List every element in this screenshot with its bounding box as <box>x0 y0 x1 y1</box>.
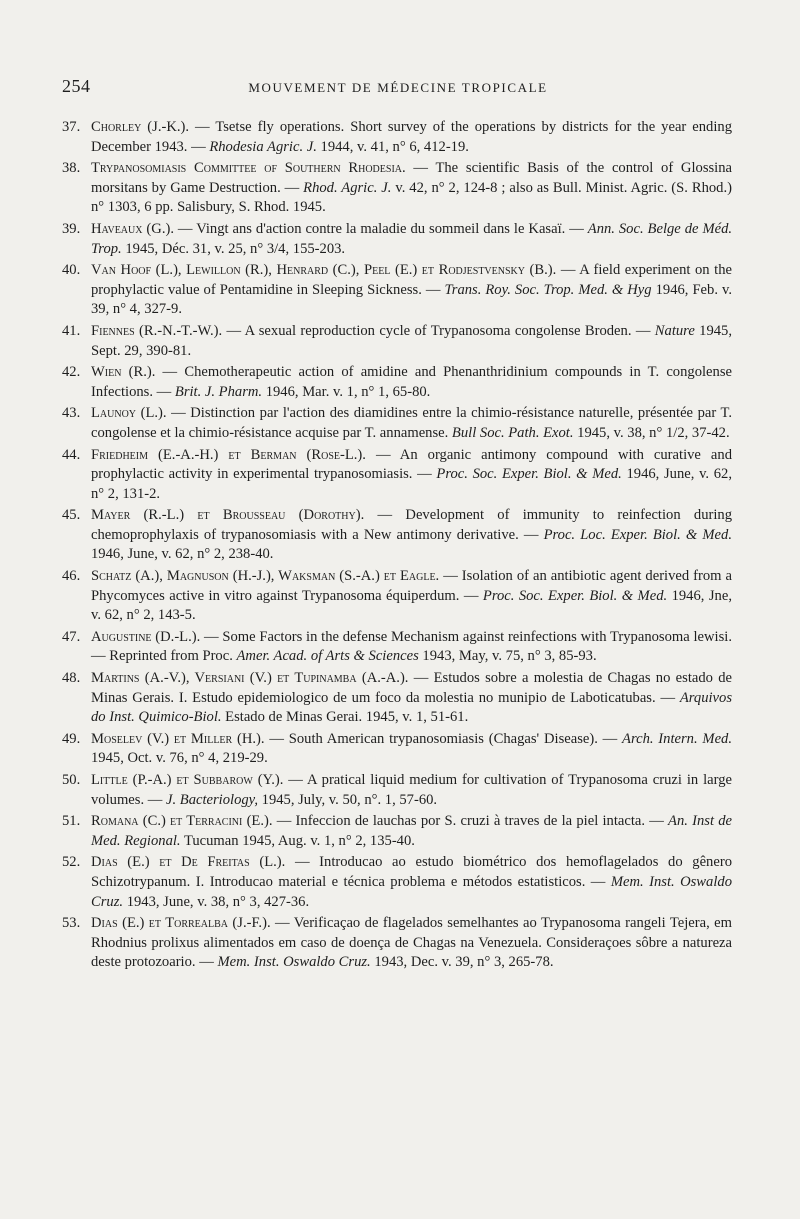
reference-citation: 1946, Mar. v. 1, n° 1, 65-80. <box>262 383 431 400</box>
reference-title: — Isolation of an antibiotic agent derived from a Phycomyces active in vitro against Trypanosoma équiperdum. — <box>91 568 732 604</box>
reference-item <box>62 771 732 810</box>
reference-authors: Friedheim (E.-A.-H.) et Berman (Rose-L.). <box>91 446 366 463</box>
reference-title: — Distinction par l'action des diamidines entre la chimio-résistance naturelle, présentée par T. congolense et la chimio-résistance acquise par T. annamense. <box>91 405 732 441</box>
reference-journal: Arch. Intern. Med. <box>622 730 732 747</box>
reference-citation: 1946, June, v. 62, n° 2, 131-2. <box>91 466 732 502</box>
reference-title: — Development of immunity to reinfection during chemoprophylaxis of trypanosomiasis with a New antimony derivative. — <box>91 507 733 543</box>
reference-item <box>62 730 732 769</box>
reference-citation: 1946, Jne, v. 62, n° 2, 143-5. <box>91 587 732 624</box>
reference-item <box>62 159 732 218</box>
reference-item <box>62 118 732 157</box>
reference-number: 53. <box>62 915 81 932</box>
reference-authors: Romana (C.) et Terracini (E.). <box>91 813 273 830</box>
reference-title: — A pratical liquid medium for cultivation of Trypanosoma cruzi in large volumes. — <box>91 772 732 808</box>
reference-number: 50. <box>62 772 81 788</box>
reference-citation: Estado de Minas Gerai. 1945, v. 1, 51-61. <box>221 709 469 726</box>
reference-number: 52. <box>62 854 81 871</box>
reference-authors: Dias (E.) et De Freitas (L.). <box>91 854 286 871</box>
reference-journal: Mem. Inst. Oswaldo Cruz. <box>91 873 732 910</box>
reference-authors: Augustine (D.-L.). <box>91 628 201 645</box>
reference-number: 51. <box>62 813 81 830</box>
reference-item <box>62 506 732 565</box>
reference-journal: An. Inst de Med. Regional. <box>91 813 733 849</box>
reference-citation: Tucuman 1945, Aug. v. 1, n° 2, 135-40. <box>180 832 415 849</box>
reference-number: 37. <box>62 119 81 135</box>
reference-journal: Rhod. Agric. J. <box>303 179 392 196</box>
reference-number: 39. <box>62 220 81 237</box>
reference-citation: 1946, Feb. v. 39, n° 4, 327-9. <box>91 281 732 318</box>
reference-journal: Trans. Roy. Soc. Trop. Med. & Hyg <box>444 281 652 298</box>
reference-item <box>62 853 732 912</box>
running-title: MOUVEMENT DE MÉDECINE TROPICALE <box>248 80 548 95</box>
reference-number: 46. <box>62 568 81 585</box>
reference-item <box>62 261 732 320</box>
reference-citation: 1944, v. 41, n° 6, 412-19. <box>316 138 469 155</box>
reference-authors: Launoy (L.). <box>91 405 167 422</box>
reference-authors: Trypanosomiasis Committee of Southern Rhodesia. <box>91 160 406 177</box>
reference-authors: Van Hoof (L.), Lewillon (R.), Henrard (C.), Peel (E.) et Rodjestvensky (B.). <box>91 262 557 279</box>
reference-journal: Rhodesia Agric. J. <box>209 138 317 155</box>
reference-title: — An organic antimony compound with curative and prophylactic activity in experimental trypanosomiasis. — <box>91 446 732 483</box>
reference-citation: 1945, Sept. 29, 390-81. <box>91 322 732 359</box>
reference-item <box>62 220 732 259</box>
reference-item <box>62 446 732 505</box>
reference-item <box>62 669 732 728</box>
reference-title: — A sexual reproduction cycle of Trypanosoma congolense Broden. — <box>222 322 655 339</box>
reference-item <box>62 363 732 402</box>
reference-title: — Verificaçao de flagelados semelhantes ao Trypanosoma rangeli Tejera, em Rhodnius prolixus alimentados em caso de doença de Chagas na Venezuela. Consideraçoes sôbre a natureza deste protozoario. — <box>91 915 732 971</box>
reference-number: 45. <box>62 507 81 524</box>
reference-authors: Moselev (V.) et Miller (H.). <box>91 730 265 747</box>
reference-citation: 1946, June, v. 62, n° 2, 238-40. <box>91 546 274 563</box>
reference-journal: Arquivos do Inst. Quimico-Biol. <box>91 689 732 726</box>
reference-title: — The scientific Basis of the control of Glossina morsitans by Game Destruction. — <box>91 160 733 196</box>
reference-number: 40. <box>62 262 81 279</box>
reference-journal: Nature <box>654 322 695 339</box>
reference-authors: Chorley (J.-K.). <box>91 119 190 135</box>
page-number: 254 <box>62 76 91 96</box>
reference-journal: Proc. Soc. Exper. Biol. & Med. <box>482 587 668 604</box>
reference-authors: Little (P.-A.) et Subbarow (Y.). <box>91 772 284 788</box>
reference-journal: Brit. J. Pharm. <box>174 383 263 400</box>
reference-number: 41. <box>62 322 81 339</box>
reference-number: 42. <box>62 364 81 381</box>
reference-title: — Tsetse fly operations. Short survey of the operations by districts for the year ending December 1943. — <box>91 119 732 155</box>
reference-title: — Chemotherapeutic action of amidine and Phenanthridinium compounds in T. congolense Infections. — <box>91 364 732 400</box>
reference-item <box>62 812 732 851</box>
reference-citation: 1945, v. 38, n° 1/2, 37-42. <box>573 424 730 441</box>
reference-citation: v. 42, n° 2, 124-8 ; also as Bull. Minist. Agric. (S. Rhod.) n° 1303, 6 pp. Salisbury, S. Rhod. 1945. <box>91 179 732 216</box>
reference-title: — Vingt ans d'action contre la maladie du sommeil dans le Kasaï. — <box>173 220 588 237</box>
reference-number: 49. <box>62 730 81 747</box>
reference-authors: Schatz (A.), Magnuson (H.-J.), Waksman (S.-A.) et Eagle. <box>91 568 440 585</box>
reference-list <box>62 118 732 975</box>
reference-authors: Dias (E.) et Torrealba (J.-F.). <box>91 915 271 932</box>
reference-journal: Proc. Loc. Exper. Biol. & Med. <box>543 526 732 543</box>
reference-citation: 1943, June, v. 38, n° 3, 427-36. <box>123 893 310 910</box>
reference-title: — A field experiment on the prophylactic value of Pentamidine in Sleeping Sickness. — <box>91 262 732 298</box>
reference-authors: Martins (A.-V.), Versiani (V.) et Tupinamba (A.-A.). <box>91 670 409 687</box>
reference-citation: 1945, Déc. 31, v. 25, n° 3/4, 155-203. <box>121 240 346 257</box>
reference-authors: Mayer (R.-L.) et Brousseau (Dorothy). <box>91 507 365 524</box>
reference-journal: Mem. Inst. Oswaldo Cruz. <box>217 954 371 971</box>
page-header <box>62 76 734 100</box>
reference-journal: Ann. Soc. Belge de Méd. Trop. <box>91 220 733 257</box>
reference-title: — Introducao ao estudo biométrico dos hemoflagelados do gênero Schizotrypanum. I. Introducao material e técnica problema e métodos estatisticos. — <box>91 854 732 890</box>
reference-title: — Infeccion de lauchas por S. cruzi à traves de la piel intacta. — <box>272 813 669 830</box>
reference-citation: 1945, Oct. v. 76, n° 4, 219-29. <box>91 750 268 767</box>
reference-authors: Fiennes (R.-N.-T.-W.). <box>91 322 223 339</box>
reference-item <box>62 567 732 626</box>
reference-title: — Estudos sobre a molestia de Chagas no estado de Minas Gerais. I. Estudo epidemiologico de um foco da molestia no munipio de Laboticatubas. — <box>91 670 732 706</box>
reference-citation: 1945, July, v. 50, n°. 1, 57-60. <box>258 791 438 808</box>
reference-journal: Bull Soc. Path. Exot. <box>451 424 574 441</box>
reference-journal: J. Bacteriology, <box>166 791 258 808</box>
reference-title: — South American trypanosomiasis (Chagas' Disease). — <box>264 730 623 747</box>
reference-item <box>62 404 732 443</box>
reference-title: — Some Factors in the defense Mechanism against reinfections with Trypanosoma lewisi. — Reprinted from Proc. <box>91 628 732 665</box>
reference-citation: 1943, May, v. 75, n° 3, 85-93. <box>418 648 597 665</box>
reference-number: 47. <box>62 628 81 645</box>
reference-number: 43. <box>62 405 81 422</box>
reference-item <box>62 628 732 667</box>
reference-item <box>62 914 732 973</box>
reference-number: 44. <box>62 446 81 463</box>
reference-citation: 1943, Dec. v. 39, n° 3, 265-78. <box>370 954 554 971</box>
reference-number: 48. <box>62 670 81 687</box>
reference-item <box>62 322 732 361</box>
reference-authors: Wien (R.). <box>91 364 156 381</box>
reference-journal: Proc. Soc. Exper. Biol. & Med. <box>436 466 622 483</box>
reference-number: 38. <box>62 160 81 177</box>
reference-authors: Haveaux (G.). <box>91 220 174 237</box>
reference-journal: Amer. Acad. of Arts & Sciences <box>236 648 419 665</box>
